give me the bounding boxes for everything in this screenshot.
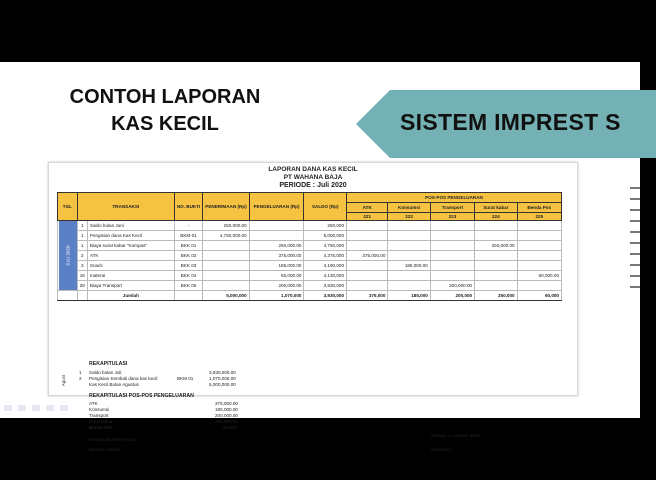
recap-no: 1 — [79, 370, 82, 375]
cell-penerimaan: 4,750,000.00 — [203, 231, 249, 241]
cell-benda-pos — [517, 251, 561, 261]
cell-tgl: 16 — [77, 271, 87, 281]
previous-icon[interactable] — [4, 405, 12, 411]
table-row — [58, 231, 562, 241]
recap-pos-label: Transport — [89, 413, 109, 418]
recap-pos-value: 60,000 — [223, 425, 238, 430]
banner-title: SISTEM IMPREST S — [400, 109, 621, 135]
cell-benda-pos — [517, 241, 561, 251]
cell-atk: 375,000.00 — [347, 251, 388, 261]
total-penerimaan: 5,000,000 — [203, 291, 249, 301]
header-no-bukti: NO. BUKTI — [174, 193, 202, 221]
cell-surat-kabar — [475, 271, 517, 281]
header-code-223: 223 — [430, 213, 474, 221]
recap-pos-value: 250,000.00 — [215, 419, 238, 424]
approval-label: Mengetahui/Menyetujui : — [89, 437, 140, 442]
cell-benda-pos — [517, 281, 561, 291]
cell-benda-pos — [517, 261, 561, 271]
cell-saldo: 4,750,000 — [304, 241, 347, 251]
cell-bukti: BKK 03 — [174, 261, 202, 271]
cell-transaksi: Snack — [87, 261, 174, 271]
presentation-slide — [0, 62, 640, 452]
cell-transport — [430, 241, 474, 251]
presenter-toolbar — [4, 405, 68, 411]
cell-transport — [430, 221, 474, 231]
recap-value: 5,000,000.00 — [209, 382, 236, 387]
cell-transaksi: ATK — [87, 251, 174, 261]
slide-title-line-2: KAS KECIL — [111, 113, 219, 135]
cell-transport: 200,000.00 — [430, 281, 474, 291]
cell-saldo: 250,000 — [304, 221, 347, 231]
header-pos-surat-kabar: Surat kabar — [475, 203, 517, 213]
slides-icon[interactable] — [46, 405, 54, 411]
slide-title — [40, 84, 290, 138]
header-code-221: 221 — [347, 213, 388, 221]
recap-bukti: BKM 01 — [177, 376, 194, 381]
cell-surat-kabar: 250,000.00 — [475, 241, 517, 251]
cell-konsumsi — [388, 251, 430, 261]
header-pos-konsumsi: Konsumsi — [388, 203, 430, 213]
total-atk: 375,000 — [347, 291, 388, 301]
cell-transaksi: Biaya surat kabar "Kompas" — [87, 241, 174, 251]
cell-transport — [430, 231, 474, 241]
cell-atk — [347, 231, 388, 241]
cell-atk — [347, 261, 388, 271]
cell-transaksi: materai — [87, 271, 174, 281]
cell-bukti: BKK 01 — [174, 241, 202, 251]
recap-pos-value: 200,000.00 — [215, 413, 238, 418]
recap-value: 1,070,000.00 — [209, 376, 236, 381]
recap-no: 2 — [79, 376, 82, 381]
cell-tgl: 1 — [77, 231, 87, 241]
cell-konsumsi — [388, 271, 430, 281]
table-row — [58, 281, 562, 291]
total-label: Jumlah — [87, 291, 174, 301]
cell-surat-kabar — [475, 251, 517, 261]
cell-bukti: BKM-01 — [174, 231, 202, 241]
secretary-label: Sekretaris, — [431, 447, 453, 452]
cell-transaksi: Biaya Transport — [87, 281, 174, 291]
cell-pengeluaran: 375,000.00 — [249, 251, 304, 261]
total-konsumsi: 185,000 — [388, 291, 430, 301]
cell-benda-pos — [517, 221, 561, 231]
cell-atk — [347, 221, 388, 231]
header-transaksi: TRANSAKSI — [77, 193, 174, 221]
cell-pengeluaran: 60,000.00 — [249, 271, 304, 281]
header-code-222: 222 — [388, 213, 430, 221]
table-row — [58, 271, 562, 281]
cell-transport — [430, 261, 474, 271]
cell-saldo: 3,930,000 — [304, 281, 347, 291]
cell-pengeluaran: 185,000.00 — [249, 261, 304, 271]
total-pengeluaran: 1,070,000 — [249, 291, 304, 301]
cell-bukti: BKK 05 — [174, 281, 202, 291]
pen-icon[interactable] — [32, 405, 40, 411]
recap-side-tag: Agust — [61, 375, 66, 387]
place-date: Serang, 2 Agustus 2020 — [431, 433, 481, 438]
header-pos-atk: ATK — [347, 203, 388, 213]
cell-atk — [347, 281, 388, 291]
header-saldo: SALDO (Rp) — [304, 193, 347, 221]
header-pengeluaran: PENGELUARAN (Rp) — [249, 193, 304, 221]
zoom-icon[interactable] — [60, 405, 68, 411]
recap-pos-value: 185,000.00 — [215, 407, 238, 412]
cell-transport — [430, 251, 474, 261]
cell-surat-kabar — [475, 231, 517, 241]
recap-pos-value: 375,000.00 — [215, 401, 238, 406]
total-row — [58, 291, 562, 301]
cell-saldo: 4,190,000 — [304, 261, 347, 271]
cell-atk — [347, 271, 388, 281]
cell-tgl: 28 — [77, 281, 87, 291]
cell-konsumsi — [388, 281, 430, 291]
cell-tgl: 1 — [77, 221, 87, 231]
month-label: JULI 2020 — [58, 221, 78, 291]
recap-pos-label: Surat kabar — [89, 419, 113, 424]
cell-surat-kabar — [475, 281, 517, 291]
cell-penerimaan — [203, 281, 249, 291]
cell-transaksi: Pengisian dana Kas Kecil — [87, 231, 174, 241]
cell-transaksi: Saldo bulan Juni — [87, 221, 174, 231]
slide-title-line-1: CONTOH LAPORAN — [69, 86, 261, 108]
cell-pengeluaran — [249, 231, 304, 241]
report-title: LAPORAN DANA KAS KECIL — [268, 166, 358, 173]
recap-title: REKAPITULASI — [89, 361, 128, 367]
table-row — [58, 221, 562, 231]
cell-penerimaan — [203, 241, 249, 251]
next-icon[interactable] — [18, 405, 26, 411]
next-slide-edge — [630, 187, 640, 327]
cell-tgl: 3 — [77, 261, 87, 271]
table-row — [58, 251, 562, 261]
cell-saldo: 4,130,000 — [304, 271, 347, 281]
recap-pos-label: ATK — [89, 401, 98, 406]
report-period: PERIODE : Juli 2020 — [279, 182, 347, 189]
cell-penerimaan: 250,000.00 — [203, 221, 249, 231]
table-row — [58, 241, 562, 251]
header-pos-transport: Transport — [430, 203, 474, 213]
header-tgl: TGL — [58, 193, 78, 221]
recap-pos-title: REKAPITULASI POS-POS PENGELUARAN — [89, 393, 194, 399]
total-spacer — [77, 291, 87, 301]
recap-pos-label: Benda Pos — [89, 425, 113, 430]
table-row — [58, 261, 562, 271]
cell-saldo: 5,000,000 — [304, 231, 347, 241]
cell-tgl: 2 — [77, 251, 87, 261]
header-pos-group: POS-POS PENGELUARAN — [347, 193, 562, 203]
total-surat-kabar: 250,000 — [475, 291, 517, 301]
cell-konsumsi — [388, 241, 430, 251]
cell-bukti: - — [174, 221, 202, 231]
cell-konsumsi — [388, 221, 430, 231]
recap-label: Saldo bulan Juli — [89, 370, 122, 375]
cell-penerimaan — [203, 271, 249, 281]
director-label: Direktur Utama, — [89, 447, 122, 452]
cell-konsumsi: 185,000.00 — [388, 261, 430, 271]
recap-label: Pengisian Kembali dana kas kecil — [89, 376, 158, 381]
cell-penerimaan — [203, 251, 249, 261]
cell-pengeluaran: 250,000.00 — [249, 241, 304, 251]
total-spacer — [58, 291, 78, 301]
total-spacer — [174, 291, 202, 301]
cell-transport — [430, 271, 474, 281]
header-code-224: 224 — [475, 213, 517, 221]
report-header — [49, 166, 577, 190]
cell-penerimaan — [203, 261, 249, 271]
cell-saldo: 4,375,000 — [304, 251, 347, 261]
header-code-225: 225 — [517, 213, 561, 221]
cell-pengeluaran: 200,000.00 — [249, 281, 304, 291]
cell-atk — [347, 241, 388, 251]
cell-pengeluaran — [249, 221, 304, 231]
cell-benda-pos: 60,000.00 — [517, 271, 561, 281]
total-transport: 200,000 — [430, 291, 474, 301]
header-penerimaan: PENERIMAAN (Rp) — [203, 193, 249, 221]
cell-konsumsi — [388, 231, 430, 241]
header-pos-benda-pos: Benda Pos — [517, 203, 561, 213]
cell-benda-pos — [517, 231, 561, 241]
cell-tgl: 1 — [77, 241, 87, 251]
cell-surat-kabar — [475, 261, 517, 271]
recap-label: Kas Kecil Bulan Agustus — [89, 382, 139, 387]
cell-surat-kabar — [475, 221, 517, 231]
cell-bukti: BKK 04 — [174, 271, 202, 281]
report-company: PT WAHANA BAJA — [283, 174, 343, 181]
total-benda-pos: 60,000 — [517, 291, 561, 301]
recap-pos-label: Konsumsi — [89, 407, 110, 412]
total-saldo: 3,930,000 — [304, 291, 347, 301]
cell-bukti: BKK 02 — [174, 251, 202, 261]
cash-report-table — [57, 192, 562, 301]
recap-value: 3,930,000.00 — [209, 370, 236, 375]
spreadsheet-image — [48, 162, 578, 452]
